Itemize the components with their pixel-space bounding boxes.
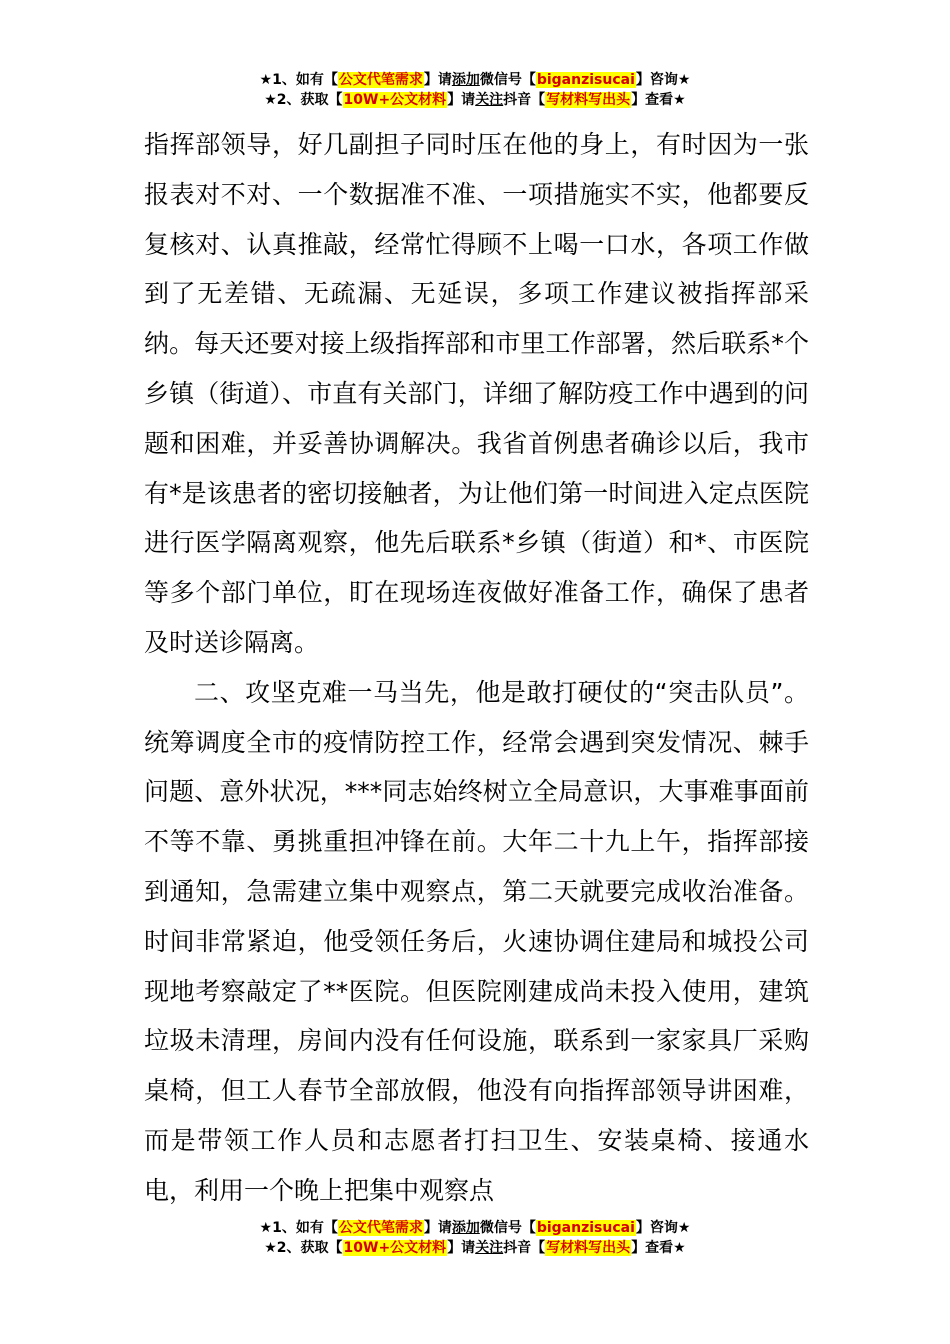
footer-banner (0, 1218, 950, 1258)
banner-line-1: ★1、如有【公文代笔需求】请添加微信号【biganzisucai】咨询★ (259, 1220, 691, 1236)
highlight-ghostwriting: 公文代笔需求 (338, 1220, 423, 1236)
highlight-materials: 10W+公文材料 (343, 1240, 447, 1256)
highlight-douyin-account: 写材料写出头 (546, 92, 631, 108)
highlight-wechat-id: biganzisucai (536, 1220, 635, 1236)
document-body (144, 120, 809, 1216)
highlight-materials: 10W+公文材料 (343, 92, 447, 108)
banner-line-1: ★1、如有【公文代笔需求】请添加微信号【biganzisucai】咨询★ (259, 72, 691, 88)
highlight-douyin-account: 写材料写出头 (546, 1240, 631, 1256)
highlight-ghostwriting: 公文代笔需求 (338, 72, 423, 88)
header-banner (0, 70, 950, 110)
highlight-wechat-id: biganzisucai (536, 72, 635, 88)
paragraph-1: 指挥部领导，好几副担子同时压在他的身上，有时因为一张报表对不对、一个数据准不准、一项措施实不实，他都要反复核对、认真推敲，经常忙得顾不上喝一口水，各项工作做到了无差错、无疏漏、无延误，多项工作建议被指挥部采纳。每天还要对接上级指挥部和市里工作部署，然后联系*个乡镇（街道）、市直有关部门，详细了解防疫工作中遇到的问题和困难，并妥善协调解决。我省首例患者确诊以后，我市有*是该患者的密切接触者，为让他们第一时间进入定点医院进行医学隔离观察，他先后联系*乡镇（街道）和*、市医院等多个部门单位，盯在现场连夜做好准备工作，确保了患者及时送诊隔离。 (144, 130, 809, 657)
banner-line-2: ★2、获取【10W+公文材料】请关注抖音【写材料写出头】查看★ (264, 92, 686, 108)
paragraph-2: 二、攻坚克难一马当先，他是敢打硬仗的“突击队员”。统筹调度全市的疫情防控工作，经常会遇到突发情况、棘手问题、意外状况，***同志始终树立全局意识，大事难事面前不等不靠、勇挑重担冲锋在前。大年二十九上午，指挥部接到通知，急需建立集中观察点，第二天就要完成收治准备。时间非常紧迫，他受领任务后，火速协调住建局和城投公司现地考察敲定了**医院。但医院刚建成尚未投入使用，建筑垃圾未清理，房间内没有任何设施，联系到一家家具厂采购桌椅，但工人春节全部放假，他没有向指挥部领导讲困难，而是带领工作人员和志愿者打扫卫生、安装桌椅、接通水电，利用一个晚上把集中观察点 (144, 677, 809, 1205)
banner-line-2: ★2、获取【10W+公文材料】请关注抖音【写材料写出头】查看★ (264, 1240, 686, 1256)
